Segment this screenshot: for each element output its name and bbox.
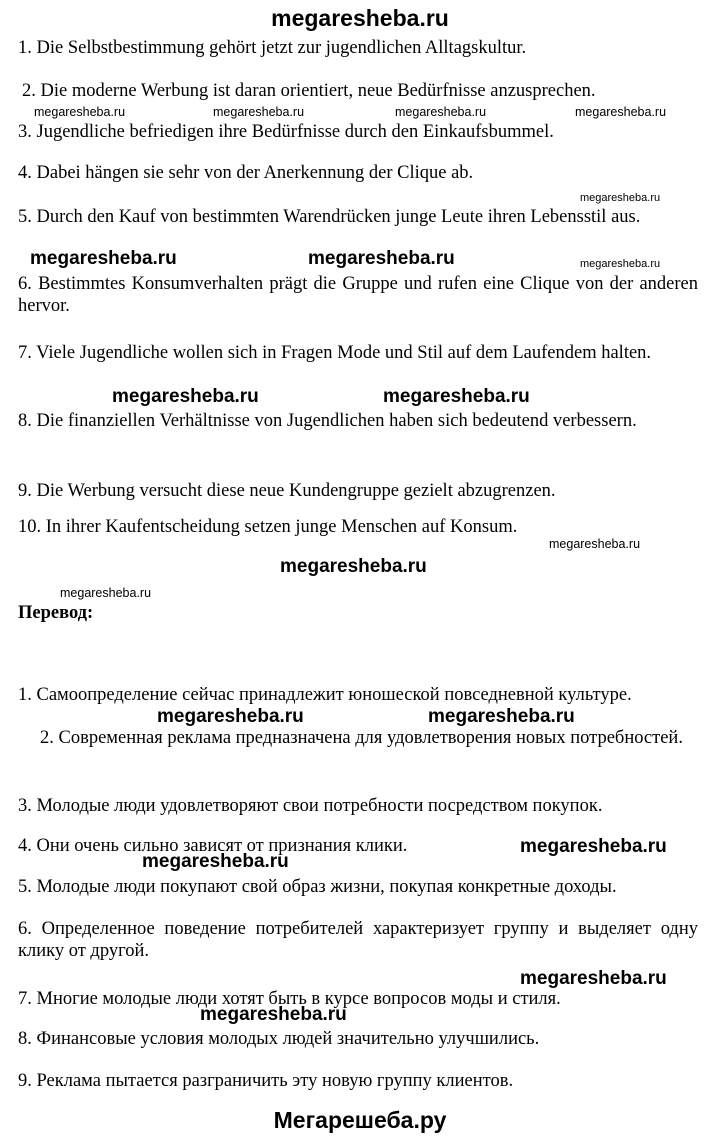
german-sentence-6: 6. Bestimmtes Konsumverhalten prägt die Gruppe und rufen eine Clique von der anderen hervor. xyxy=(18,274,698,316)
german-sentence-10: 10. In ihrer Kaufentscheidung setzen junge Menschen auf Konsum. xyxy=(18,517,518,537)
watermark-bold-text: megaresheba.ru xyxy=(200,1004,347,1025)
german-sentence-1: 1. Die Selbstbestimmung gehört jetzt zur jugendlichen Alltagskultur. xyxy=(18,38,527,58)
watermark-text: megaresheba.ru xyxy=(213,105,305,119)
german-sentence-2: 2. Die moderne Werbung ist daran orientiert, neue Bedürfnisse anzusprechen. xyxy=(22,81,596,101)
russian-sentence-3: 3. Молодые люди удовлетворяют свои потребности посредством покупок. xyxy=(18,796,603,816)
russian-sentence-9: 9. Реклама пытается разграничить эту новую группу клиентов. xyxy=(18,1071,514,1091)
watermark-text: megaresheba.ru xyxy=(395,105,487,119)
german-sentence-4: 4. Dabei hängen sie sehr von der Anerkennung der Clique ab. xyxy=(18,163,474,183)
russian-sentence-6: 6. Определенное поведение потребителей характеризует группу и выделяет одну клику от другой. xyxy=(18,919,698,961)
watermark-bold-text: megaresheba.ru xyxy=(520,968,667,989)
russian-sentence-4: 4. Они очень сильно зависят от признания клики. xyxy=(18,836,408,856)
watermark-text: megaresheba.ru xyxy=(34,105,126,119)
german-sentence-8: 8. Die finanziellen Verhältnisse von Jugendlichen haben sich bedeutend verbessern. xyxy=(18,411,637,431)
german-sentence-7: 7. Viele Jugendliche wollen sich in Fragen Mode und Stil auf dem Laufendem halten. xyxy=(18,343,652,363)
watermark-text: megaresheba.ru xyxy=(580,192,661,204)
russian-sentence-1: 1. Самоопределение сейчас принадлежит юношеской повседневной культуре. xyxy=(18,685,632,705)
russian-sentence-2: 2. Современная реклама предназначена для удовлетворения новых потребностей. xyxy=(40,728,683,748)
header-site-name: megaresheba.ru xyxy=(271,5,449,31)
german-sentence-3: 3. Jugendliche befriedigen ihre Bedürfnisse durch den Einkaufsbummel. xyxy=(18,122,554,142)
german-sentence-9: 9. Die Werbung versucht diese neue Kundengruppe gezielt abzugrenzen. xyxy=(18,481,556,501)
watermark-bold-text: megaresheba.ru xyxy=(142,851,289,872)
watermark-bold-text: megaresheba.ru xyxy=(520,836,667,857)
german-sentence-5: 5. Durch den Kauf von bestimmten Warendrücken junge Leute ihren Lebensstil aus. xyxy=(18,207,641,227)
russian-sentence-7: 7. Многие молодые люди хотят быть в курсе вопросов моды и стиля. xyxy=(18,989,561,1009)
watermark-text: megaresheba.ru xyxy=(580,258,661,270)
russian-sentence-8: 8. Финансовые условия молодых людей значительно улучшились. xyxy=(18,1029,540,1049)
watermark-text: megaresheba.ru xyxy=(575,105,667,119)
watermark-bold-text: megaresheba.ru xyxy=(383,386,530,407)
watermark-bold-text: megaresheba.ru xyxy=(308,248,455,269)
watermark-text: megaresheba.ru xyxy=(549,537,641,551)
translation-heading: Перевод: xyxy=(18,603,94,623)
watermark-bold-text: megaresheba.ru xyxy=(428,706,575,727)
watermark-bold-text: megaresheba.ru xyxy=(280,556,427,577)
watermark-bold-text: megaresheba.ru xyxy=(112,386,259,407)
russian-sentence-5: 5. Молодые люди покупают свой образ жизни, покупая конкретные доходы. xyxy=(18,877,617,897)
footer-site-name: Мегарешеба.ру xyxy=(273,1107,447,1133)
watermark-text: megaresheba.ru xyxy=(60,586,152,600)
watermark-bold-text: megaresheba.ru xyxy=(157,706,304,727)
watermark-bold-text: megaresheba.ru xyxy=(30,248,177,269)
